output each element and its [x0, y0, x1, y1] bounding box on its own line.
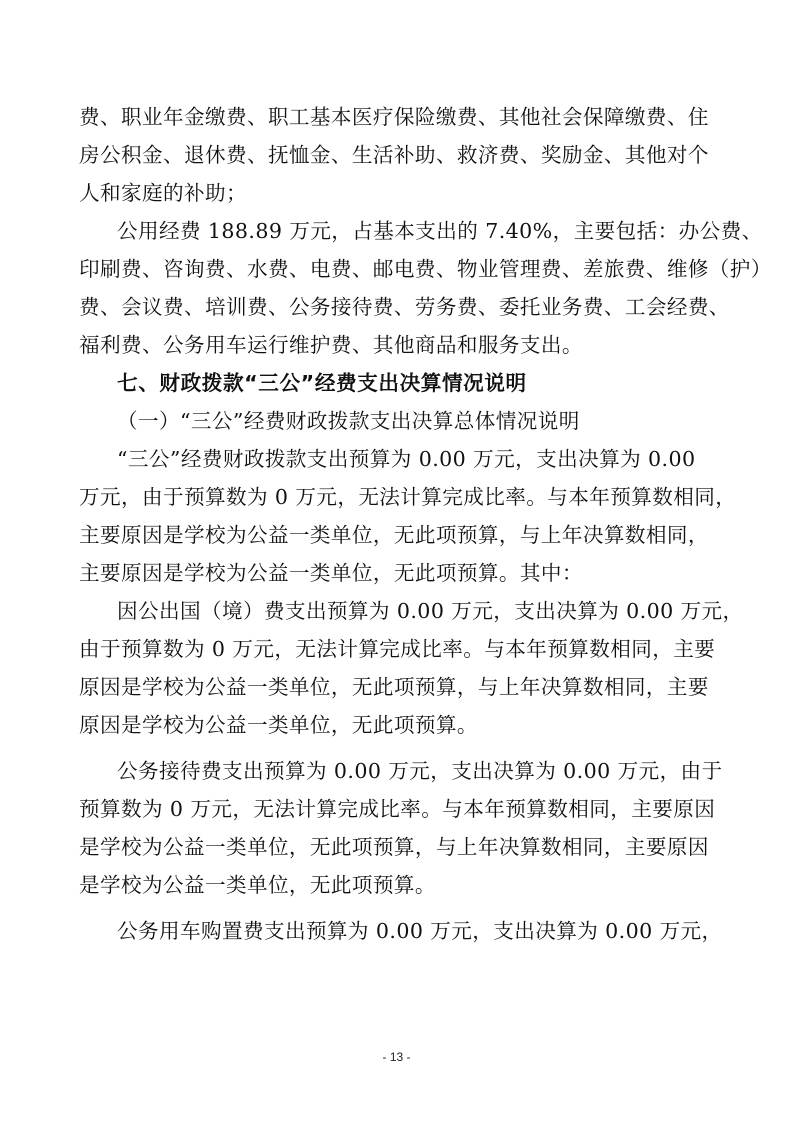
text-line: 费、职业年金缴费、职工基本医疗保险缴费、其他社会保障缴费、住	[79, 105, 709, 129]
paragraph-first-line: 公务用车购置费支出预算为 0.00 万元，支出决算为 0.00 万元，	[117, 919, 723, 943]
text-line: 预算数为 0 万元，无法计算完成比率。与本年预算数相同，主要原因	[79, 797, 716, 821]
text-line: 原因是学校为公益一类单位，无此项预算。	[79, 713, 478, 737]
text-line: 主要原因是学校为公益一类单位，无此项预算，与上年决算数相同，	[79, 523, 709, 547]
text-line: 原因是学校为公益一类单位，无此项预算，与上年决算数相同，主要	[79, 675, 709, 699]
text-line: 房公积金、退休费、抚恤金、生活补助、救济费、奖励金、其他对个	[79, 143, 709, 167]
subsection-heading: （一）“三公”经费财政拨款支出决算总体情况说明	[117, 409, 580, 433]
text-line: 由于预算数为 0 万元，无法计算完成比率。与本年预算数相同，主要	[79, 637, 716, 661]
text-line: 福利费、公务用车运行维护费、其他商品和服务支出。	[79, 333, 583, 357]
text-line: 万元，由于预算数为 0 万元，无法计算完成比率。与本年预算数相同，	[79, 485, 737, 509]
section-heading: 七、财政拨款“三公”经费支出决算情况说明	[117, 371, 527, 395]
text-line: 是学校为公益一类单位，无此项预算。	[79, 873, 436, 897]
paragraph-first-line: 公务接待费支出预算为 0.00 万元，支出决算为 0.00 万元，由于	[117, 759, 723, 783]
paragraph-first-line: 公用经费 188.89 万元，占基本支出的 7.40%，主要包括：办公费、	[117, 219, 763, 243]
text-line: 主要原因是学校为公益一类单位，无此项预算。其中：	[79, 561, 583, 585]
text-line: 是学校为公益一类单位，无此项预算，与上年决算数相同，主要原因	[79, 835, 709, 859]
page-number: - 13 -	[382, 1050, 411, 1064]
text-line: 费、会议费、培训费、公务接待费、劳务费、委托业务费、工会经费、	[79, 295, 730, 319]
paragraph-first-line: “三公”经费财政拨款支出预算为 0.00 万元，支出决算为 0.00	[117, 447, 696, 471]
paragraph-first-line: 因公出国（境）费支出预算为 0.00 万元，支出决算为 0.00 万元，	[117, 599, 744, 623]
text-line: 人和家庭的补助；	[79, 181, 247, 205]
text-line: 印刷费、咨询费、水费、电费、邮电费、物业管理费、差旅费、维修（护）	[79, 257, 772, 281]
